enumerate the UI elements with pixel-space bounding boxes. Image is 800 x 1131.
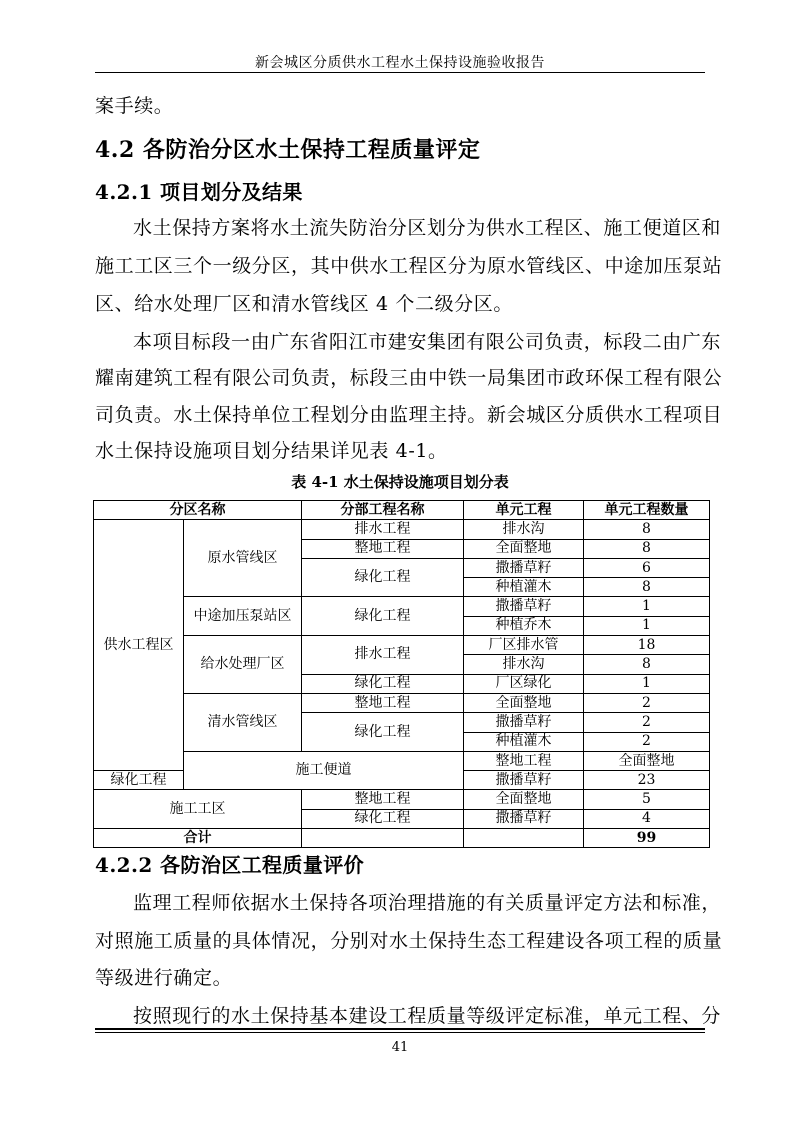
count-cell: 23 bbox=[584, 771, 710, 790]
header-zone: 分区名称 bbox=[94, 501, 302, 520]
paragraph-line: 施工工区三个一级分区，其中供水工程区分为原水管线区、中途加压泵站 bbox=[95, 255, 723, 277]
count-cell: 8 bbox=[584, 578, 710, 597]
table-caption: 表 4-1 水土保持设施项目划分表 bbox=[291, 473, 509, 491]
paragraph-line: 司负责。水土保持单位工程划分由监理主持。新会城区分质供水工程项目 bbox=[95, 404, 723, 426]
header-division: 分部工程名称 bbox=[302, 501, 464, 520]
subsection-heading-4-2-2: 4.2.2 各防治区工程质量评价 bbox=[95, 853, 365, 877]
running-header: 新会城区分质供水工程水土保持设施验收报告 bbox=[255, 55, 545, 71]
zone-cell: 供水工程区 bbox=[94, 520, 184, 771]
unit-cell: 排水沟 bbox=[464, 655, 584, 674]
page-number: 41 bbox=[391, 1040, 409, 1055]
count-cell: 8 bbox=[584, 520, 710, 539]
count-cell: 1 bbox=[584, 597, 710, 616]
zone-cell: 施工便道 bbox=[184, 751, 464, 790]
table-header-row bbox=[94, 501, 710, 520]
count-cell: 18 bbox=[584, 636, 710, 655]
count-cell: 8 bbox=[584, 539, 710, 558]
count-cell: 1 bbox=[584, 674, 710, 693]
division-cell: 排水工程 bbox=[302, 636, 464, 675]
unit-cell: 全面整地 bbox=[464, 539, 584, 558]
count-cell: 6 bbox=[584, 558, 710, 577]
paragraph-line: 水土保持方案将水土流失防治分区划分为供水工程区、施工便道区和 bbox=[133, 217, 722, 239]
count-cell: 2 bbox=[584, 693, 710, 712]
count-cell: 8 bbox=[584, 655, 710, 674]
empty-cell bbox=[464, 829, 584, 848]
division-cell: 整地工程 bbox=[302, 539, 464, 558]
division-cell: 绿化工程 bbox=[302, 713, 464, 752]
paragraph-line: 区、给水处理厂区和清水管线区 4 个二级分区。 bbox=[95, 293, 513, 315]
total-label-cell: 合计 bbox=[94, 829, 302, 848]
table-row bbox=[94, 751, 710, 770]
unit-cell: 排水沟 bbox=[464, 520, 584, 539]
division-cell: 绿化工程 bbox=[302, 558, 464, 597]
carry-over-line: 案手续。 bbox=[95, 95, 174, 117]
count-cell: 5 bbox=[584, 790, 710, 809]
footer-rule bbox=[95, 1028, 705, 1030]
header-unit: 单元工程 bbox=[464, 501, 584, 520]
count-cell: 1 bbox=[584, 616, 710, 635]
table-row bbox=[94, 636, 710, 655]
header-rule bbox=[95, 72, 705, 73]
count-cell: 2 bbox=[584, 713, 710, 732]
division-cell: 绿化工程 bbox=[302, 674, 464, 693]
unit-cell: 全面整地 bbox=[464, 790, 584, 809]
unit-cell: 种植乔木 bbox=[464, 616, 584, 635]
table-row bbox=[94, 693, 710, 712]
division-cell: 整地工程 bbox=[302, 693, 464, 712]
division-cell: 整地工程 bbox=[302, 790, 464, 809]
zone-cell: 施工工区 bbox=[94, 790, 302, 829]
table-row bbox=[94, 597, 710, 616]
subzone-cell: 给水处理厂区 bbox=[184, 636, 302, 694]
unit-cell: 撒播草籽 bbox=[464, 771, 584, 790]
subzone-cell: 中途加压泵站区 bbox=[184, 597, 302, 636]
division-cell: 排水工程 bbox=[302, 520, 464, 539]
subsection-heading-4-2-1: 4.2.1 项目划分及结果 bbox=[95, 180, 303, 204]
unit-cell: 全面整地 bbox=[464, 693, 584, 712]
subzone-cell: 原水管线区 bbox=[184, 520, 302, 597]
paragraph-line: 水土保持设施项目划分结果详见表 4-1。 bbox=[95, 440, 448, 462]
unit-cell: 撒播草籽 bbox=[464, 597, 584, 616]
paragraph-line: 按照现行的水土保持基本建设工程质量等级评定标准，单元工程、分 bbox=[133, 1005, 722, 1027]
paragraph-line: 监理工程师依据水土保持各项治理措施的有关质量评定方法和标准， bbox=[133, 892, 722, 914]
division-cell: 绿化工程 bbox=[94, 771, 184, 790]
total-count-cell: 99 bbox=[584, 829, 710, 848]
division-cell: 绿化工程 bbox=[302, 597, 464, 636]
table-row bbox=[94, 790, 710, 809]
table-total-row bbox=[94, 829, 710, 848]
unit-cell: 厂区绿化 bbox=[464, 674, 584, 693]
division-cell: 绿化工程 bbox=[302, 809, 464, 828]
section-heading: 4.2 各防治分区水土保持工程质量评定 bbox=[95, 137, 481, 163]
footer-rule-thin bbox=[95, 1032, 705, 1033]
count-cell: 2 bbox=[584, 732, 710, 751]
unit-cell: 厂区排水管 bbox=[464, 636, 584, 655]
unit-cell: 撒播草籽 bbox=[464, 558, 584, 577]
paragraph-line: 等级进行确定。 bbox=[95, 967, 233, 989]
division-cell: 整地工程 bbox=[464, 751, 584, 770]
header-count: 单元工程数量 bbox=[584, 501, 710, 520]
unit-cell: 全面整地 bbox=[584, 751, 710, 770]
project-division-table bbox=[93, 500, 710, 848]
subzone-cell: 清水管线区 bbox=[184, 693, 302, 751]
empty-cell bbox=[302, 829, 464, 848]
unit-cell: 撒播草籽 bbox=[464, 809, 584, 828]
paragraph-line: 本项目标段一由广东省阳江市建安集团有限公司负责，标段二由广东 bbox=[133, 331, 722, 353]
unit-cell: 种植灌木 bbox=[464, 732, 584, 751]
unit-cell: 撒播草籽 bbox=[464, 713, 584, 732]
table-row bbox=[94, 520, 710, 539]
count-cell: 4 bbox=[584, 809, 710, 828]
unit-cell: 种植灌木 bbox=[464, 578, 584, 597]
paragraph-line: 耀南建筑工程有限公司负责，标段三由中铁一局集团市政环保工程有限公 bbox=[95, 367, 723, 389]
paragraph-line: 对照施工质量的具体情况，分别对水土保持生态工程建设各项工程的质量 bbox=[95, 930, 723, 952]
